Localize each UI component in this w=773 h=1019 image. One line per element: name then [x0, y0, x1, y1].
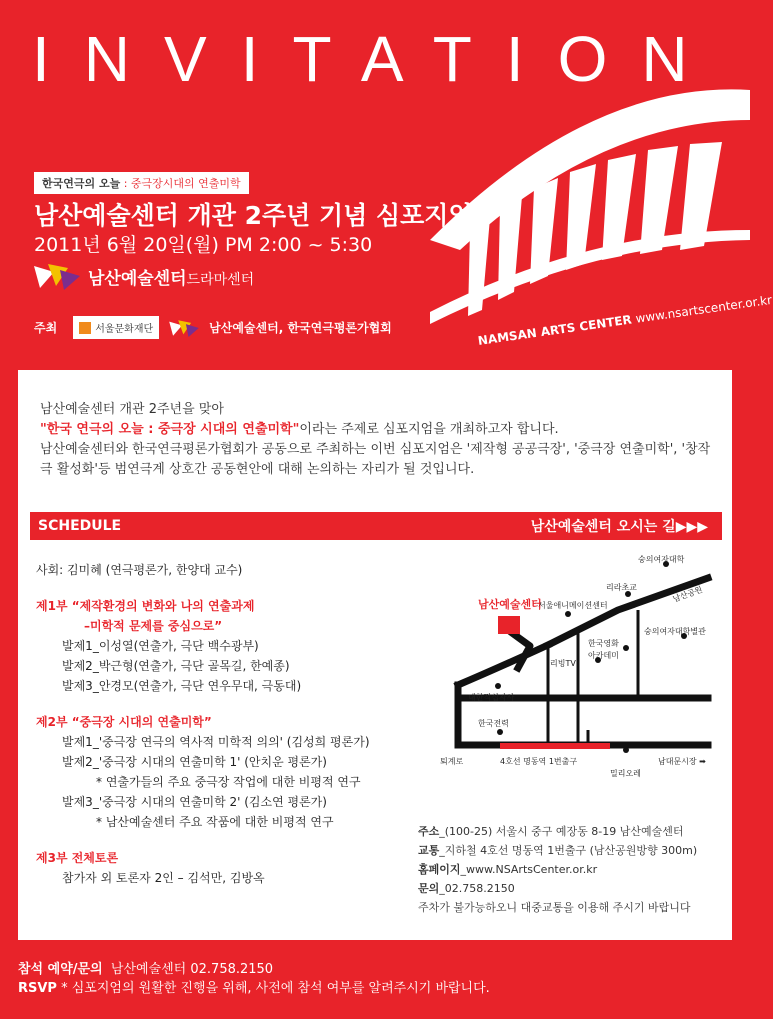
logo-sub: 드라마센터 — [186, 271, 255, 288]
seoul-foundation-logo — [73, 316, 159, 339]
part2-item: 발제3_'중극장 시대의 연출미학 2' (김소연 평론가) — [62, 795, 327, 809]
map-namdaemun: 남대문시장 ➡ — [658, 757, 706, 766]
intro-line3: 남산예술센터와 한국연극평론가협회가 공동으로 주최하는 이번 심포지엄은 '제작형 공공극장', '중극장 연출미학', '창작극 활성화'등 범연극계 상호간 공동현안에 대해 논의하는 자리가 될 것입니다. — [40, 442, 711, 477]
intro-line2: 이라는 주제로 심포지엄을 개최하고자 합니다. — [299, 422, 559, 437]
map-tv: 리빙TV — [550, 659, 576, 668]
map-toegye: 퇴계로 — [440, 757, 464, 766]
schedule-host: 사회: 김미혜 (연극평론가, 한양대 교수) — [36, 563, 243, 577]
part3-item: 참가자 외 토론자 2인 – 김석만, 김방옥 — [62, 871, 265, 885]
footer — [18, 960, 490, 998]
location-map — [438, 550, 722, 795]
part1-item: 발제2_박근형(연출가, 극단 골목길, 한예종) — [62, 659, 290, 673]
brand-url[interactable]: www.nsartscenter.or.kr — [634, 292, 773, 326]
event-title: 남산예술센터 개관 2주년 기념 심포지엄 — [34, 201, 473, 230]
organizer-logo — [34, 262, 254, 290]
part2-item: 발제2_'중극장 시대의 연출미학 1' (안치운 평론가) — [62, 755, 327, 769]
logo-main: 남산예술센터 — [88, 268, 187, 289]
map-namsan: 남산예술센터 — [478, 598, 542, 611]
map-kepco: 한국전력 — [478, 719, 509, 728]
brand-name: NAMSAN ARTS CENTER — [477, 312, 633, 348]
parking-note: 주차가 불가능하오니 대중교통을 이용해 주시기 바랍니다 — [418, 901, 691, 914]
address-block — [418, 822, 728, 917]
section-bar — [30, 512, 722, 540]
intro-line1: 남산예술센터 개관 2주년을 맞아 — [40, 402, 224, 417]
directions-heading: 남산예술센터 오시는 길▶▶▶ — [530, 519, 708, 535]
intro-highlight: "한국 연극의 오늘 : 중극장 시대의 연출미학" — [40, 422, 300, 437]
theme-badge — [34, 172, 249, 194]
part3-title: 제3부 전체토론 — [36, 851, 119, 865]
host-row — [34, 316, 392, 339]
map-soongeui2: 숭의여자대학별관 — [644, 627, 706, 636]
event-date: 2011년 6월 20일(월) PM 2:00 ~ 5:30 — [34, 234, 373, 256]
inquiry-label: 문의 — [418, 882, 440, 895]
host-label: 주최 — [34, 321, 58, 335]
map-redcross: 대한적십자사 — [468, 693, 515, 702]
badge-suffix: : 중극장시대의 연출미학 — [120, 177, 241, 190]
rsvp-en: RSVP — [18, 981, 57, 996]
intro-text — [40, 400, 720, 480]
inquiry-value: _02.758.2150 — [439, 882, 515, 895]
traffic-label: 교통 — [418, 844, 440, 857]
namsan-logo-icon — [34, 262, 80, 290]
rsvp-value: 남산예술센터 02.758.2150 — [110, 962, 274, 977]
map-exit: 4호선 명동역 1번출구 — [500, 757, 578, 766]
schedule-heading: SCHEDULE — [38, 518, 122, 534]
part1-item: 발제3_안경모(연출가, 극단 연우무대, 극동대) — [62, 679, 302, 693]
map-namsanpark: 남산공원 — [671, 584, 704, 604]
addr-value: _(100-25) 서울시 중구 예장동 8-19 남산예술센터 — [439, 825, 684, 838]
homepage-value[interactable]: _www.NSArtsCenter.or.kr — [460, 863, 598, 876]
content-panel — [18, 370, 732, 940]
part2-note: * 남산예술센터 주요 작품에 대한 비평적 연구 — [96, 815, 334, 829]
map-rira: 리라초교 — [606, 583, 637, 592]
namsan-small-logo-icon — [169, 319, 199, 337]
badge-prefix: 한국연극의 오늘 — [42, 177, 121, 190]
part1-subtitle: –미학적 문제를 중심으로” — [84, 619, 223, 633]
rsvp-note: * 심포지엄의 원활한 진행을 위해, 사전에 참석 여부를 알려주시기 바랍니다. — [61, 981, 490, 996]
rsvp-label: 참석 예약/문의 — [18, 962, 103, 977]
invitation-title: INVITATION — [32, 23, 722, 95]
part1-title: 제1부 “제작환경의 변화와 나의 연출과제 — [36, 599, 255, 613]
map-millie: 밀리오레 — [610, 769, 641, 778]
map-soongeui: 숭의여자대학 — [638, 555, 685, 564]
traffic-value: _지하철 4호선 명동역 1번출구 (남산공원방향 300m) — [439, 844, 698, 857]
part2-title: 제2부 “중극장 시대의 연출미학” — [36, 715, 212, 729]
map-film: 한국영화 — [588, 639, 619, 648]
part1-item: 발제1_이성열(연출가, 극단 백수광부) — [62, 639, 259, 653]
host-partners: 남산예술센터, 한국연극평론가협회 — [209, 321, 392, 335]
seoul-label: 서울문화재단 — [95, 324, 154, 335]
map-academy: 아카데미 — [588, 651, 619, 660]
map-animation: 서울애니메이션센터 — [538, 601, 608, 610]
part2-item: 발제1_'중극장 연극의 역사적 미학적 의의' (김성희 평론가) — [62, 735, 370, 749]
addr-label: 주소 — [418, 825, 440, 838]
seoul-logo-icon — [79, 322, 91, 334]
part2-note: * 연출가들의 주요 중극장 작업에 대한 비평적 연구 — [96, 775, 361, 789]
schedule-list — [36, 560, 426, 888]
header — [0, 0, 773, 370]
homepage-label: 홈페이지 — [418, 863, 461, 876]
